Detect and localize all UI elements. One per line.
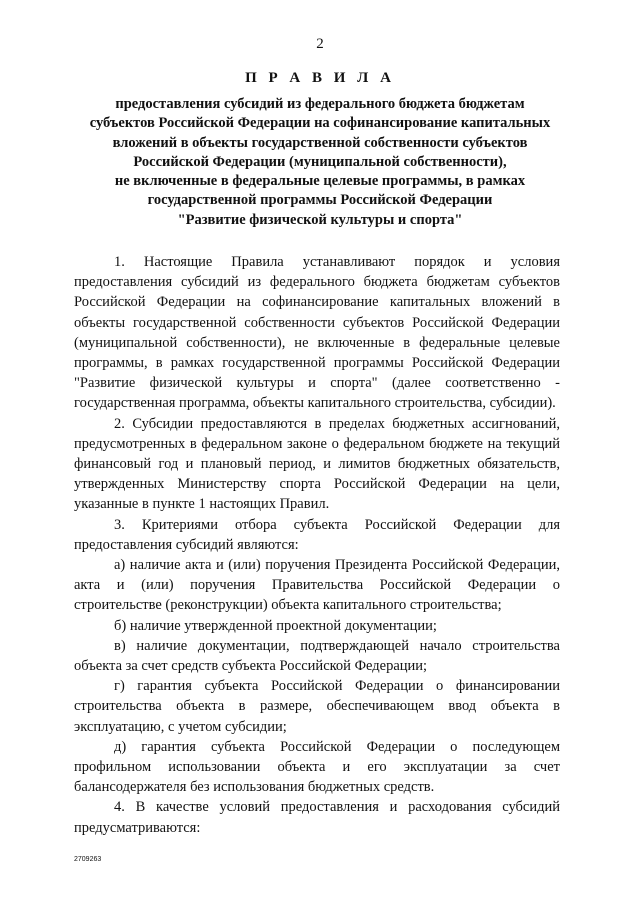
subtitle-line: не включенные в федеральные целевые программы, в рамках (114, 173, 526, 190)
subtitle-line: вложений в объекты государственной собственности субъектов (112, 134, 528, 151)
document-subtitle (80, 95, 560, 230)
subtitle-line: субъектов Российской Федерации на софинансирование капитальных (89, 115, 551, 132)
paragraph-2: 2. Субсидии предоставляются в пределах бюджетных ассигнований, предусмотренных в федеральном законе о федеральном бюджете на текущий финансовый год и плановый период, и лимитов бюджетных обязательств, утвержденных Министерству спорта Российской Федерации на цели, указанные в пункте 1 настоящих Правил. (74, 415, 560, 513)
paragraph-3a: а) наличие акта и (или) поручения Президента Российской Федерации, акта и (или) поручения Правительства Российской Федерации о строительстве (реконструкции) объекта капитального строительства; (74, 557, 560, 614)
paragraph-1: 1. Настоящие Правила устанавливают порядок и условия предоставления субсидий из федерального бюджета бюджетам субъектов Российской Федерации на софинансирование капитальных вложений в объекты государственной собственности субъектов Российской Федерации (муниципальной собственности), не включенные в федеральные целевые программы, в рамках государственной программы Российской Федерации "Развитие физической культуры и спорта" (далее соответственно - государственная программа, объекты капитального строительства, субсидии). (74, 254, 560, 412)
subtitle-line: Российской Федерации (муниципальной собственности), (133, 153, 507, 170)
paragraph-3: 3. Критериями отбора субъекта Российской Федерации для предоставления субсидий являются: (74, 516, 560, 553)
paragraph-3e: д) гарантия субъекта Российской Федерации о последующем профильном использовании объекта и его эксплуатации за счет балансодержателя без использования бюджетных средств. (74, 738, 560, 796)
paragraph-3d: г) гарантия субъекта Российской Федерации о финансировании строительства объекта в размере, обеспечивающем ввод объекта в эксплуатацию, с учетом субсидии; (74, 678, 560, 735)
document-title: П Р А В И Л А (245, 70, 395, 86)
subtitle-line: государственной программы Российской Федерации (147, 192, 493, 209)
subtitle-line: "Развитие физической культуры и спорта" (177, 211, 463, 228)
document-body (74, 252, 560, 838)
paragraph-3c: в) наличие документации, подтверждающей начало строительства объекта за счет средств субъекта Российской Федерации; (74, 637, 560, 675)
paragraph-3b: б) наличие утвержденной проектной документации; (114, 617, 437, 634)
page-number: 2 (316, 36, 324, 52)
paragraph-4: 4. В качестве условий предоставления и расходования субсидий предусматриваются: (74, 799, 560, 836)
footer-document-code: 2709263 (74, 856, 102, 863)
subtitle-line: предоставления субсидий из федерального бюджета бюджетам (115, 96, 525, 112)
